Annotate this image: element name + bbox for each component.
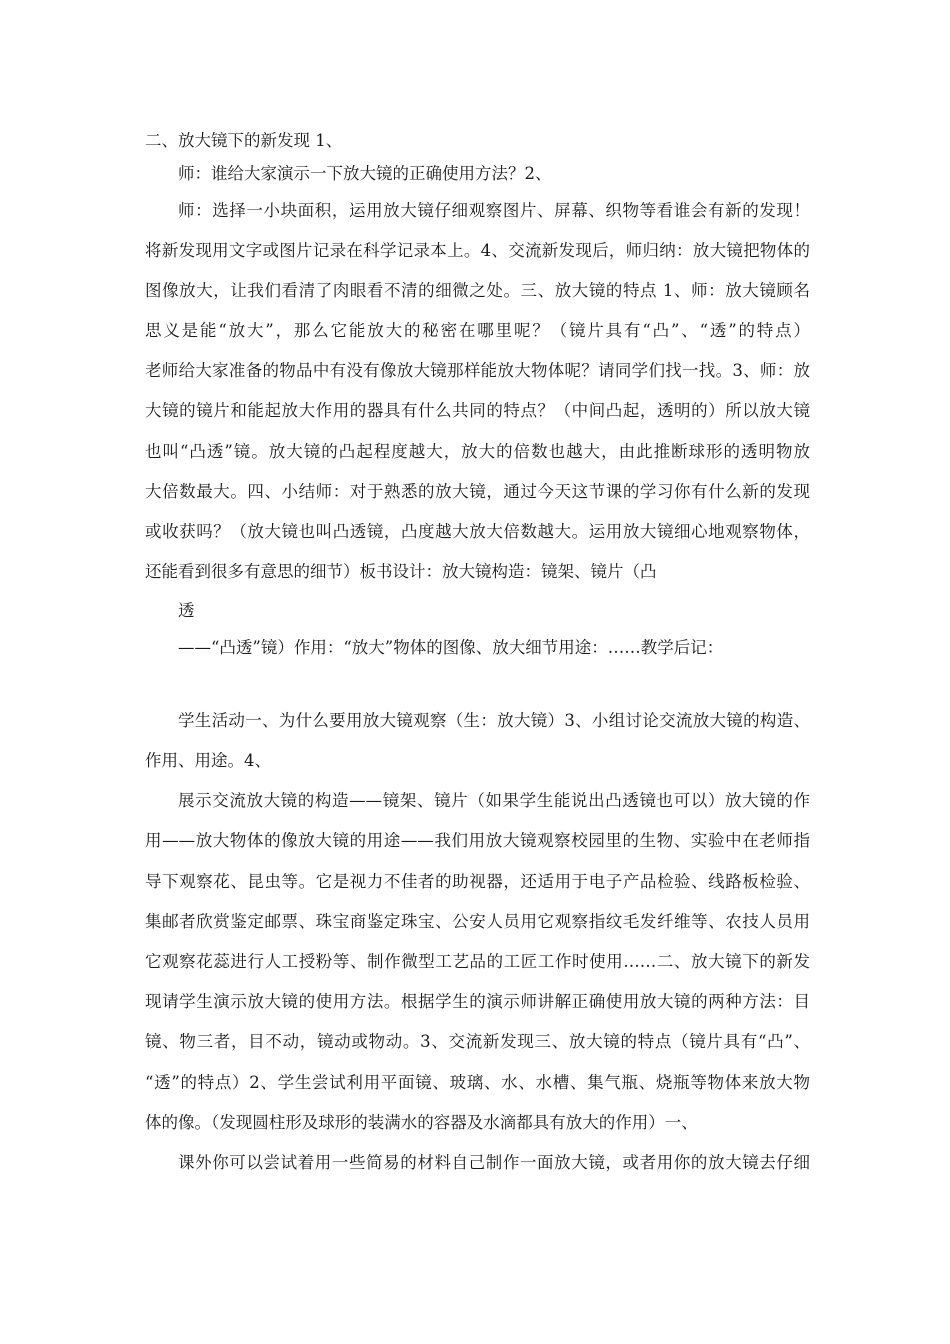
text-line: 图像放大，让我们看清了肉眼看不清的细微之处。三、放大镜的特点 1、师：放大镜顾名 (145, 281, 810, 300)
text-line: 师：选择一小块面积，运用放大镜仔细观察图片、屏幕、织物等看谁会有新的发现！ (178, 201, 810, 220)
text-line: 现请学生演示放大镜的使用方法。根据学生的演示师讲解正确使用放大镜的两种方法：目 (145, 992, 810, 1011)
text-line: 学生活动一、为什么要用放大镜观察（生：放大镜）3、小组讨论交流放大镜的构造、 (178, 711, 810, 730)
text-line: 二、放大镜下的新发现 1、 (145, 131, 343, 150)
text-line: 将新发现用文字或图片记录在科学记录本上。4、交流新发现后，师归纳：放大镜把物体的 (145, 241, 810, 260)
text-line: 透 (178, 601, 195, 620)
text-line: 作用、用途。4、 (145, 751, 271, 770)
text-line: 体的像。（发现圆柱形及球形的装满水的容器及水滴都具有放大的作用）一、 (145, 1113, 698, 1132)
text-line: 思义是能“放大”，那么它能放大的秘密在哪里呢？（镜片具有“凸”、“透”的特点） (145, 321, 810, 340)
text-line: 集邮者欣赏鉴定邮票、珠宝商鉴定珠宝、公安人员用它观察指纹毛发纤维等、农技人员用 (145, 912, 810, 931)
text-line: 老师给大家准备的物品中有没有像放大镜那样能放大物体呢？请同学们找一找。3、师：放 (145, 361, 810, 380)
text-line: “透”的特点）2、学生尝试利用平面镜、玻璃、水、水槽、集气瓶、烧瓶等物体来放大物 (145, 1073, 810, 1092)
text-line: 镜、物三者，目不动，镜动或物动。3、交流新发现三、放大镜的特点（镜片具有“凸”、 (145, 1032, 810, 1051)
text-line: 大镜的镜片和能起放大作用的器具有什么共同的特点？（中间凸起，透明的）所以放大镜 (145, 401, 810, 420)
text-line: 大倍数最大。四、小结师：对于熟悉的放大镜，通过今天这节课的学习你有什么新的发现 (145, 482, 810, 501)
text-line: 也叫“凸透”镜。放大镜的凸起程度越大，放大的倍数也越大，由此推断球形的透明物放 (145, 442, 810, 461)
text-line: 还能看到很多有意思的细节）板书设计：放大镜构造：镜架、镜片（凸 (145, 562, 657, 581)
text-line: 导下观察花、昆虫等。它是视力不佳者的助视器，还适用于电子产品检验、线路板检验、 (145, 872, 810, 891)
text-line: 或收获吗？（放大镜也叫凸透镜，凸度越大放大倍数越大。运用放大镜细心地观察物体， (145, 522, 810, 541)
text-line: ——“凸透”镜）作用：“放大”物体的图像、放大细节用途：……教学后记： (178, 638, 724, 657)
text-line: 展示交流放大镜的构造——镜架、镜片（如果学生能说出凸透镜也可以）放大镜的作 (178, 791, 810, 810)
text-line: 用——放大物体的像放大镜的用途——我们用放大镜观察校园里的生物、实验中在老师指 (145, 831, 810, 850)
text-line: 它观察花蕊进行人工授粉等、制作微型工艺品的工匠工作时使用……二、放大镜下的新发 (145, 952, 810, 971)
text-line: 师：谁给大家演示一下放大镜的正确使用方法？2、 (178, 164, 552, 183)
text-line: 课外你可以尝试着用一些简易的材料自己制作一面放大镜，或者用你的放大镜去仔细 (178, 1153, 810, 1172)
